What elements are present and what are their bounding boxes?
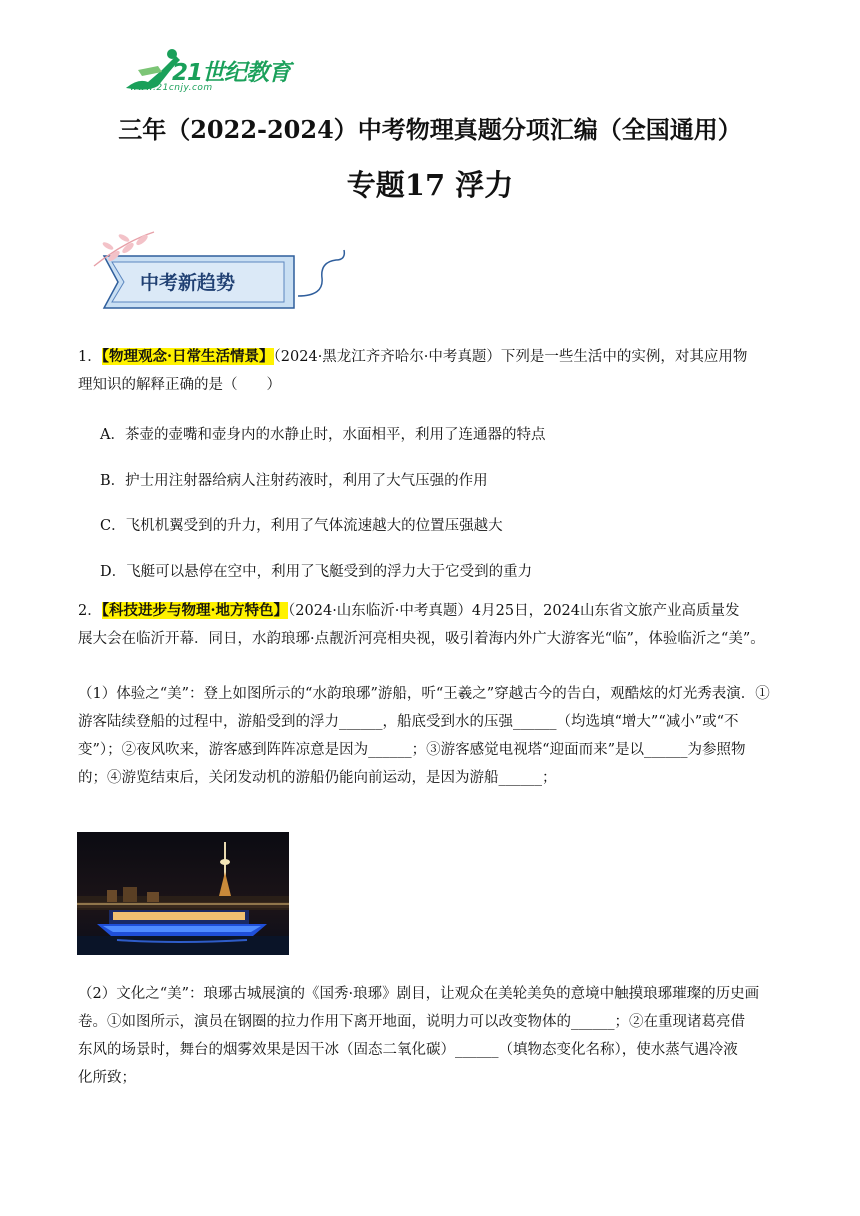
question-text: 展大会在临沂开幕．同日，水韵琅琊·点靓沂河亮相央视，吸引着海内外广大游客光“临”，体验临沂之“美”。 [78,631,765,647]
question-text: 理知识的解释正确的是（ ） [78,377,281,393]
question-2-part-2 [78,980,788,1092]
question-tag: 【物理观念·日常生活情景】 [101,348,274,365]
question-2-part-1 [78,680,788,792]
question-source: （2024·黑龙江齐齐哈尔·中考真题） [273,349,501,365]
text-line: 游客陆续登船的过程中，游船受到的浮力______，船底受到水的压强______（均选填“增大”“减小”或“不 [78,714,739,730]
text-line: 化所致； [78,1070,136,1086]
night-boat-photo [77,832,289,955]
question-source: （2024·山东临沂·中考真题） [288,603,472,619]
text-line: 卷。①如图所示，演员在钢圈的拉力作用下离开地面，说明力可以改变物体的______；②在重现诸葛亮借 [78,1014,745,1030]
question-text: 下列是一些生活中的实例，对其应用物 [500,349,748,365]
text-line: （1）体验之“美”：登上如图所示的“水韵琅琊”游船，听“王羲之”穿越古今的告白，观酷炫的灯光秀表演．① [78,686,770,702]
option-d: D．飞艇可以悬停在空中，利用了飞艇受到的浮力大于它受到的重力 [100,564,533,580]
question-text: 4月25日，2024山东省文旅产业高质量发 [471,603,740,619]
logo-text: 21世纪教育 [172,60,291,86]
text-line: （2）文化之“美”：琅琊古城展演的《国秀·琅琊》剧目，让观众在美轮美奂的意境中触摸琅琊璀璨的历史画 [78,986,760,1002]
option-b: B．护士用注射器给病人注射药液时，利用了大气压强的作用 [100,473,488,489]
banner-label: 中考新趋势 [140,272,236,294]
question-number: 2． [78,603,102,619]
page-title: 三年（2022-2024）中考物理真题分项汇编（全国通用） [118,115,742,144]
option-a: A．茶壶的壶嘴和壶身内的水静止时，水面相平，利用了连通器的特点 [100,427,546,443]
text-line: 的；④游览结束后，关闭发动机的游船仍能向前运动，是因为游船______； [78,770,557,786]
logo-url: www.21cnjy.com [130,83,213,93]
question-2-stem [78,597,788,653]
option-c: C．飞机机翼受到的升力，利用了气体流速越大的位置压强越大 [100,518,503,534]
page-subtitle: 专题17 浮力 [346,168,514,202]
text-line: 变”）；②夜风吹来，游客感到阵阵凉意是因为______；③游客感觉电视塔“迎面而来”是以______为参照物 [78,742,746,758]
question-1-stem [78,343,788,399]
text-line: 东风的场景时，舞台的烟雾效果是因干冰（固态二氧化碳）______（填物态变化名称），使水蒸气遇冷液 [78,1042,738,1058]
question-tag: 【科技进步与物理·地方特色】 [101,602,289,619]
question-number: 1． [78,349,102,365]
